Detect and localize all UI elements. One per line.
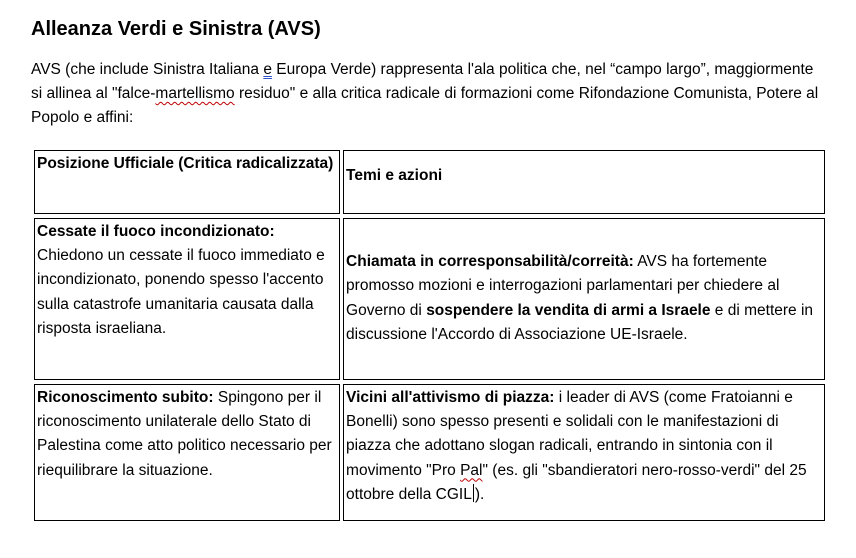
cell-themes-1: [343, 218, 825, 380]
table-row: [34, 218, 825, 380]
cell-themes-2-word-pal: Pal: [460, 461, 483, 479]
intro-text-1: AVS (che include Sinistra Italiana: [31, 61, 264, 78]
cell-themes-2: [343, 384, 825, 521]
intro-paragraph: [31, 58, 821, 130]
cell-position-1: [34, 218, 340, 380]
table-header-row: [34, 150, 825, 214]
cell-position-2-text: Spingono per il riconoscimento unilaterale dello Stato di Palestina come atto politico necessario per riequilibrare la situazione.: [37, 389, 332, 479]
intro-word-martellismo: martellismo: [155, 85, 235, 102]
positions-table: [31, 146, 828, 525]
cell-position-2-bold: Riconoscimento subito:: [37, 389, 214, 406]
cell-position-1-bold: Cessate il fuoco incondizionato:: [37, 223, 275, 240]
cell-themes-2-bold: Vicini all'attivismo di piazza:: [346, 389, 555, 406]
intro-text-2: Europa Verde) rappresenta l'ala politica che, nel “campo largo”, maggiormente si allinea al "falce-: [31, 61, 814, 102]
cell-themes-2-text-1: i leader di AVS (come Fratoianni e Bonelli) sono spesso presenti e solidali con le manifestazioni di piazza che adottano slogan radicali, entrando in sintonia con il movimento "Pro: [346, 389, 793, 479]
cell-position-1-text: Chiedono un cessate il fuoco immediato e incondizionato, ponendo spesso l'accento sulla catastrofe umanitaria causata dalla risposta israeliana.: [37, 247, 325, 337]
header-cell-themes: [343, 150, 825, 214]
intro-text-3: residuo" e alla critica radicale di formazioni come Rifondazione Comunista, Potere al Popolo e affini:: [31, 85, 819, 126]
cell-themes-2-text-3: ).: [474, 485, 485, 503]
document-title: Alleanza Verdi e Sinistra (AVS): [31, 18, 321, 40]
header-label-themes: Temi e azioni: [346, 166, 443, 184]
document-page: [31, 16, 831, 146]
cell-themes-1-bold: Chiamata in corresponsabilità/correità:: [346, 253, 634, 271]
cell-position-2: [34, 384, 340, 521]
cell-themes-1-text-1: AVS ha fortemente promosso mozioni e interrogazioni parlamentari per chiedere al Governo di: [346, 253, 780, 319]
header-cell-position: [34, 150, 340, 214]
cell-themes-1-bold-2: sospendere la vendita di armi a Israele: [426, 301, 711, 319]
header-label-position: Posizione Ufficiale (Critica radicalizzata): [37, 155, 334, 172]
table-row: [34, 384, 825, 521]
intro-word-e: e: [263, 61, 272, 78]
text-cursor: [473, 484, 474, 502]
cell-themes-2-text-2: " (es. gli "sbandieratori nero-rosso-verdi" del 25 ottobre della CGIL: [346, 461, 807, 503]
cell-themes-1-text-2: e di mettere in discussione l'Accordo di Associazione UE-Israele.: [346, 301, 814, 343]
